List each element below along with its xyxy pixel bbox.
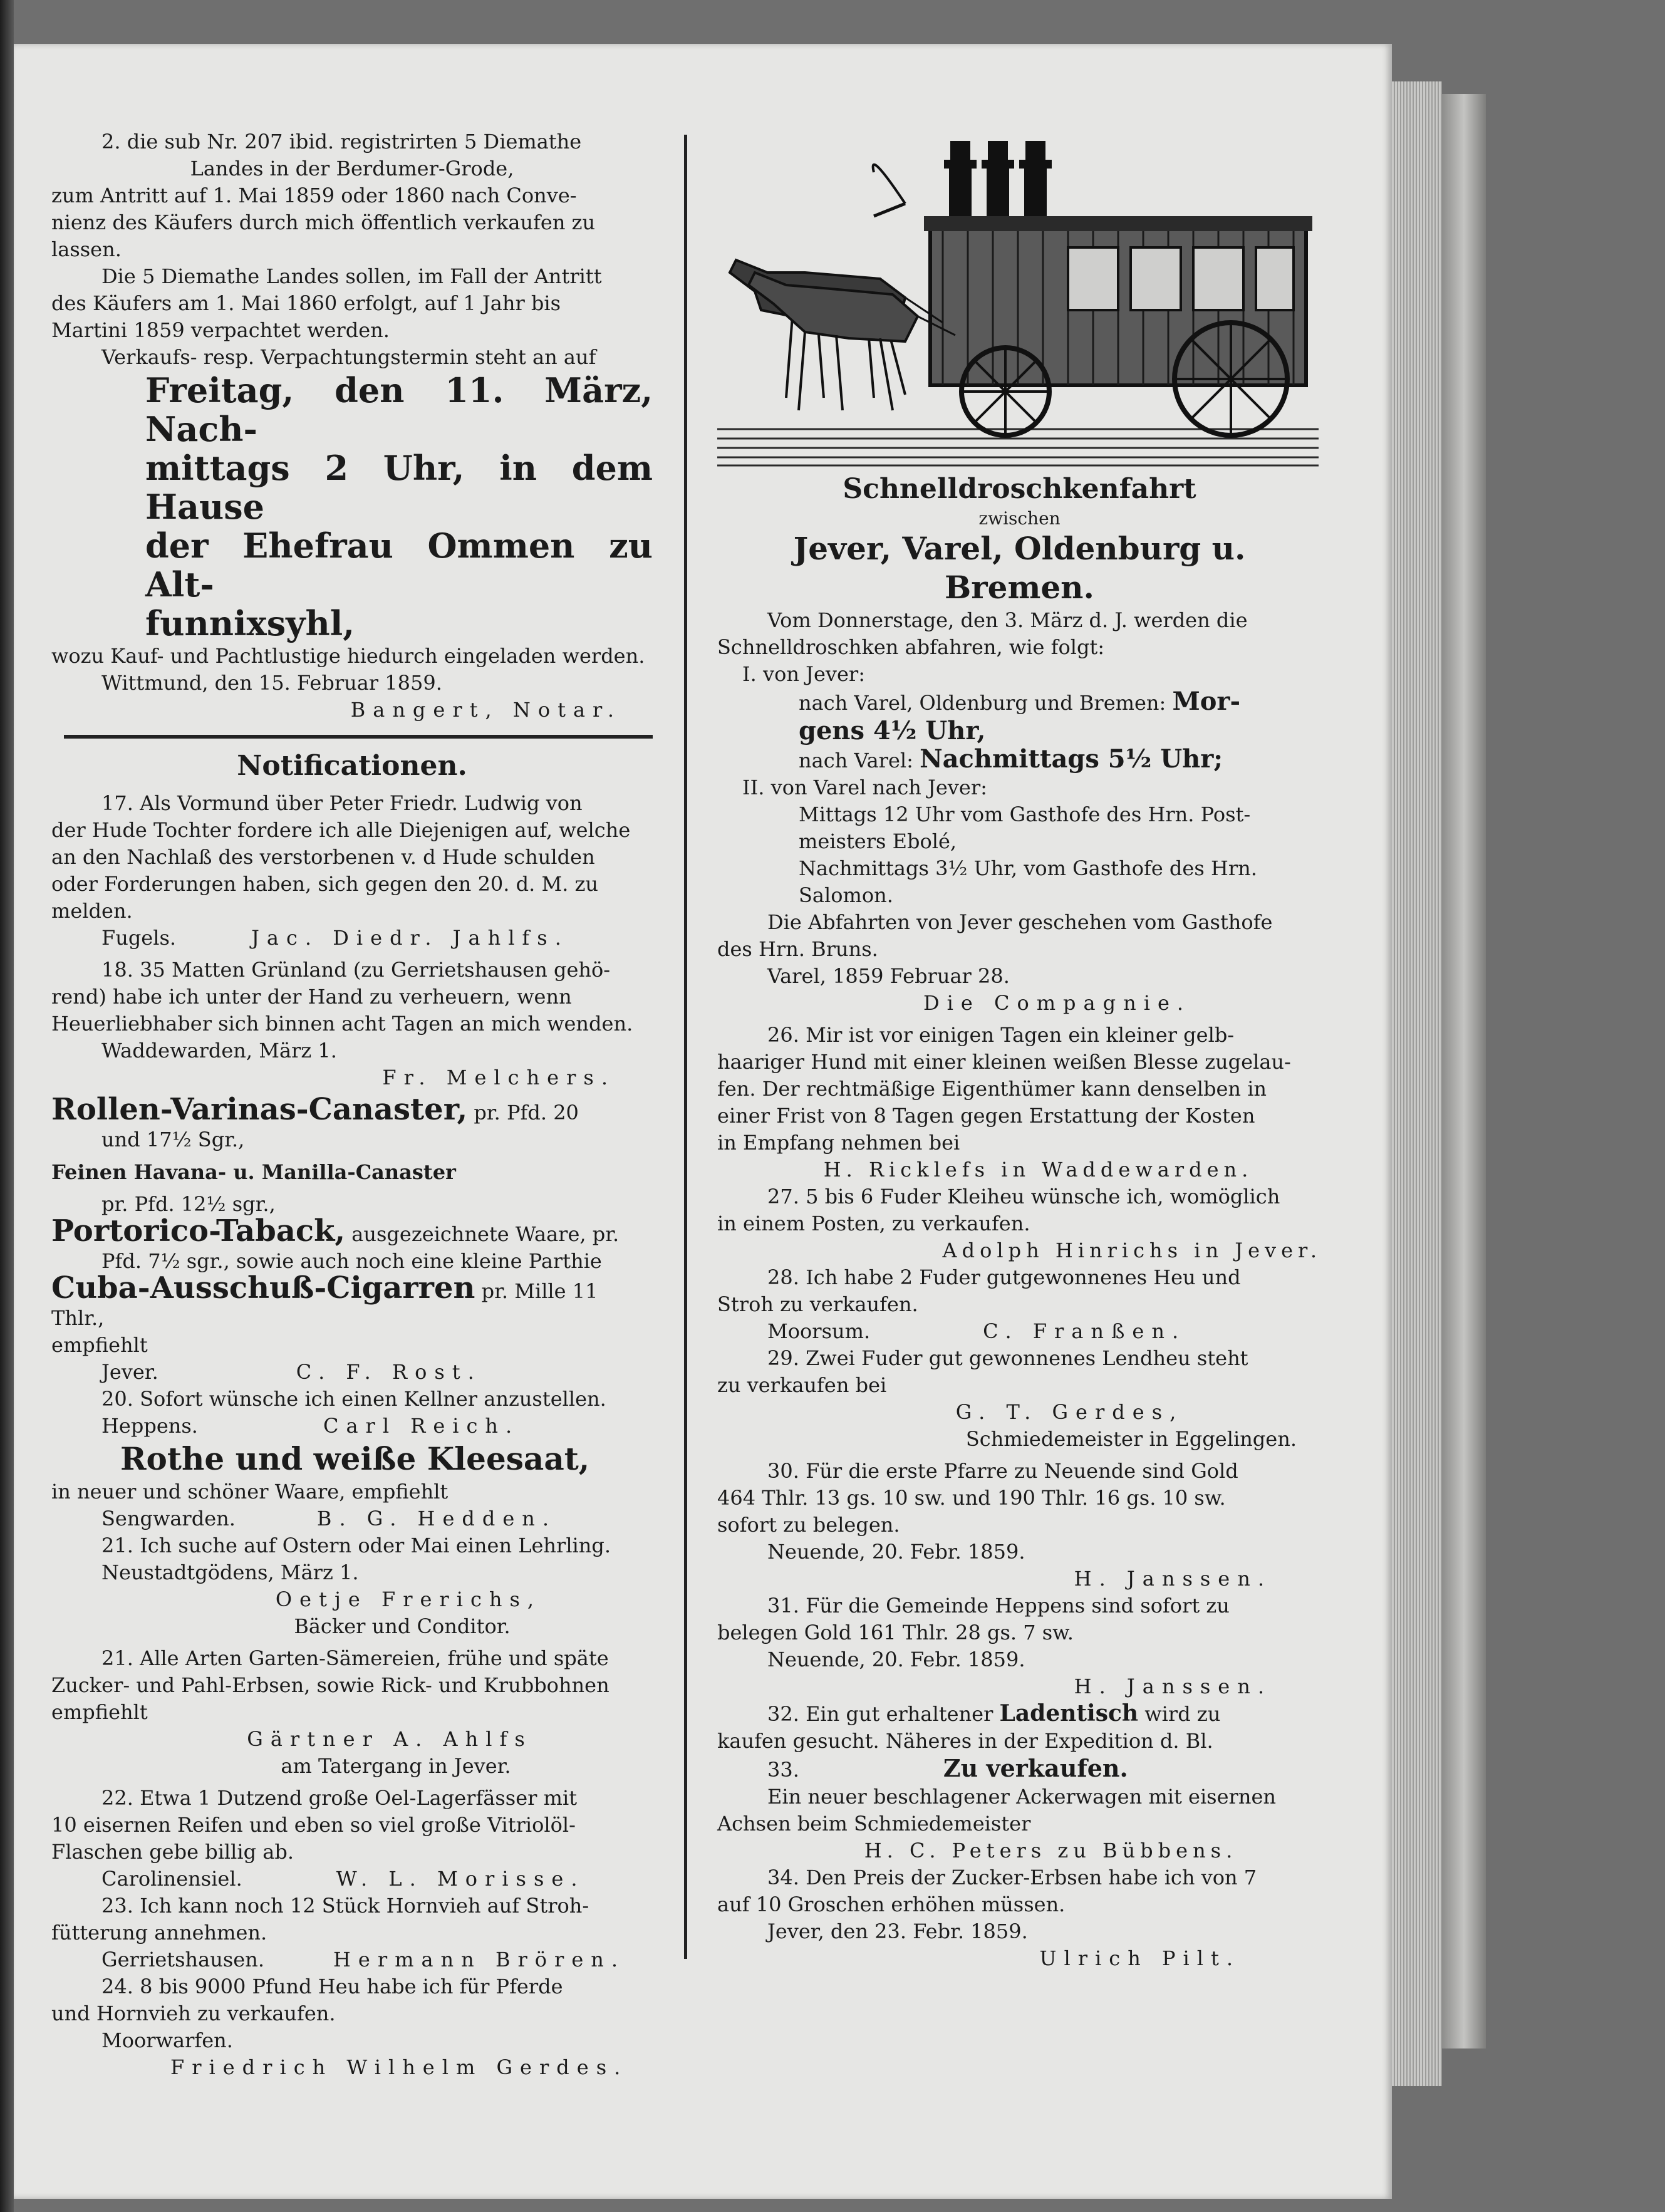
text-line: Neuende, 20. Febr. 1859. (767, 1648, 1025, 1671)
text-line: Schnelldroschken abfahren, wie folgt: (717, 635, 1105, 659)
signature: Die Compagnie. (923, 991, 1191, 1015)
signature-title: am Tatergang in Jever. (281, 1754, 511, 1778)
text-line: 21. Alle Arten Garten-Sämereien, frühe und späte (101, 1646, 609, 1670)
ad-headline: Rothe und weiße Kleesaat, (120, 1440, 590, 1477)
text-line: 10 eisernen Reifen und eben so viel große Vitriolöl- (51, 1813, 576, 1837)
text-line: Zucker- und Pahl-Erbsen, sowie Rick- und Krubbohnen (51, 1673, 609, 1697)
text-line: Die Abfahrten von Jever geschehen vom Gasthofe (767, 910, 1273, 934)
signature: Bangert, Notar. (350, 698, 621, 722)
text-line: lassen. (51, 237, 122, 261)
text-line: 28. Ich habe 2 Fuder gutgewonnenes Heu und (767, 1265, 1241, 1289)
text-line: 29. Zwei Fuder gut gewonnenes Lendheu steht (767, 1346, 1248, 1370)
text-line: haariger Hund mit einer kleinen weißen Blesse zugelau- (717, 1050, 1291, 1074)
auction-date-line: mittags 2 Uhr, in dem Hause (145, 448, 653, 527)
text-line: 22. Etwa 1 Dutzend große Oel-Lagerfässer mit (101, 1786, 578, 1810)
text-line: 27. 5 bis 6 Fuder Kleiheu wünsche ich, womöglich (767, 1185, 1280, 1208)
signature: B. G. Hedden. (316, 1507, 557, 1530)
text-line: fen. Der rechtmäßige Eigenthümer kann denselben in (717, 1077, 1267, 1101)
ad-product: Cuba-Ausschuß-Cigarren (51, 1270, 475, 1306)
signature: Oetje Frerichs, (275, 1587, 542, 1611)
auction-date-line: Freitag, den 11. März, Nach- (145, 370, 653, 449)
text-line: 21. Ich suche auf Ostern oder Mai einen Lehrling. (101, 1534, 611, 1557)
place: Fugels. (101, 926, 177, 950)
text-line: 464 Thlr. 13 gs. 10 sw. und 190 Thlr. 16 gs. 10 sw. (717, 1486, 1226, 1510)
right-column (717, 128, 1322, 1972)
ad-line (51, 1092, 653, 1127)
text-line: nienz des Käufers durch mich öffentlich verkaufen zu (51, 210, 596, 234)
signature-line (51, 925, 653, 952)
text-line: pr. Pfd. 12½ sgr., (101, 1192, 276, 1216)
text-line: kaufen gesucht. Näheres in der Expedition d. Bl. (717, 1729, 1213, 1753)
text-line: Landes in der Berdumer-Grode, (190, 157, 514, 180)
ad-line (51, 1213, 653, 1249)
text-line: Moorwarfen. (101, 2028, 233, 2052)
stagecoach-illustration (717, 135, 1319, 467)
text-line: auf 10 Groschen erhöhen müssen. (717, 1893, 1066, 1916)
heading: Zu verkaufen. (943, 1754, 1128, 1782)
column-rule (684, 135, 687, 1959)
text-line: Neuende, 20. Febr. 1859. (767, 1540, 1025, 1564)
stagecoach-woodcut (717, 135, 1319, 467)
signature: H. Janssen. (1074, 1567, 1272, 1591)
text-line: 20. Sofort wünsche ich einen Kellner anzustellen. (101, 1387, 606, 1411)
text: nach Varel, Oldenburg und Bremen: (799, 691, 1173, 715)
text: 32. Ein gut erhaltener (767, 1702, 1000, 1726)
emphasis: Ladentisch (999, 1700, 1139, 1727)
text-line: empfiehlt (51, 1700, 148, 1724)
place: Heppens. (101, 1414, 198, 1438)
signature: Hermann Brören. (333, 1948, 626, 1971)
text-line: 23. Ich kann noch 12 Stück Hornvieh auf Stroh- (101, 1894, 589, 1918)
text-line: Die 5 Diemathe Landes sollen, im Fall der Antritt (101, 264, 602, 288)
time: Nachmittags 5½ Uhr; (920, 744, 1223, 774)
text: wird zu (1138, 1702, 1221, 1726)
signature-title: Bäcker und Conditor. (294, 1614, 511, 1638)
place: Moorsum. (767, 1319, 871, 1343)
text-line: fütterung annehmen. (51, 1921, 267, 1945)
signature-line (51, 1505, 653, 1532)
ad-product: Rollen-Varinas-Canaster, (51, 1092, 468, 1127)
text-line: 24. 8 bis 9000 Pfund Heu habe ich für Pferde (101, 1975, 563, 1998)
text-line: der Hude Tochter fordere ich alle Diejenigen auf, welche (51, 818, 631, 842)
book-shadow-left (0, 0, 14, 2212)
text-line: melden. (51, 899, 133, 923)
place: Carolinensiel. (101, 1867, 242, 1891)
time: Mor- (1172, 687, 1241, 716)
text-line: Heuerliebhaber sich binnen acht Tagen an mich wenden. (51, 1012, 633, 1036)
text-line: rend) habe ich unter der Hand zu verheuern, wenn (51, 985, 572, 1009)
text-line: Jever, den 23. Febr. 1859. (767, 1919, 1028, 1943)
text-line: an den Nachlaß des verstorbenen v. d Hude schulden (51, 845, 595, 869)
text-line: des Käufers am 1. Mai 1860 erfolgt, auf 1 Jahr bis (51, 291, 561, 315)
timetable-line (717, 688, 1322, 717)
signature: Adolph Hinrichs in Jever. (942, 1238, 1322, 1262)
signature-title: Schmiedemeister in Eggelingen. (965, 1427, 1297, 1451)
text-line: 18. 35 Matten Grünland (zu Gerrietshausen gehö- (101, 958, 611, 982)
text-line: belegen Gold 161 Thlr. 28 gs. 7 sw. (717, 1621, 1074, 1644)
text-line: Waddewarden, März 1. (101, 1039, 337, 1062)
text-line: zum Antritt auf 1. Mai 1859 oder 1860 nach Conve- (51, 184, 577, 207)
text-line: Stroh zu verkaufen. (717, 1292, 918, 1316)
signature: H. Ricklefs in Waddewarden. (823, 1158, 1253, 1181)
place: Jever. (101, 1360, 158, 1384)
section-rule (64, 735, 653, 739)
text-line: zwischen (978, 508, 1061, 529)
text-line: in einem Posten, zu verkaufen. (717, 1212, 1030, 1235)
signature-line (717, 1318, 1322, 1345)
text-line: zu verkaufen bei (717, 1373, 887, 1397)
signature: G. T. Gerdes, (955, 1400, 1184, 1424)
signature: Friedrich Wilhelm Gerdes. (170, 2055, 628, 2079)
ad-price: ausgezeichnete Waare, pr. (345, 1222, 620, 1246)
ad-title: Schnelldroschkenfahrt (843, 473, 1196, 505)
signature: H. C. Peters zu Bübbens. (864, 1839, 1238, 1862)
text-line: einer Frist von 8 Tagen gegen Erstattung der Kosten (717, 1104, 1255, 1128)
text-line: sofort zu belegen. (717, 1513, 900, 1537)
text-line (717, 1700, 1322, 1728)
text-line: 26. Mir ist vor einigen Tagen ein kleiner gelb- (767, 1023, 1235, 1047)
text-line: Martini 1859 verpachtet werden. (51, 318, 390, 342)
left-column (51, 128, 653, 2081)
text-line: und Hornvieh zu verkaufen. (51, 2002, 336, 2025)
signature-line (51, 1413, 653, 1440)
text-line: wozu Kauf- und Pachtlustige hiedurch eingeladen werden. (51, 644, 645, 668)
text: nach Varel: (799, 749, 920, 772)
text-line: Ein neuer beschlagener Ackerwagen mit eisernen (767, 1785, 1276, 1809)
text-line: 2. die sub Nr. 207 ibid. registrirten 5 Diemathe (101, 130, 582, 153)
signature: C. F. Rost. (296, 1360, 482, 1384)
text-line: II. von Varel nach Jever: (742, 776, 987, 799)
signature: W. L. Morisse. (336, 1867, 585, 1891)
text-line: Verkaufs- resp. Verpachtungstermin steht an auf (101, 345, 596, 369)
text-line: Salomon. (799, 883, 893, 907)
auction-date-line: funnixsyhl, (145, 603, 355, 643)
ad-product: Portorico-Taback, (51, 1213, 346, 1249)
signature-line (51, 1946, 653, 1973)
text-line: Varel, 1859 Februar 28. (767, 964, 1010, 988)
signature-line (51, 1866, 653, 1893)
signature: Fr. Melchers. (382, 1066, 615, 1089)
text-line: I. von Jever: (742, 662, 865, 686)
signature: H. Janssen. (1074, 1675, 1272, 1698)
place: Sengwarden. (101, 1507, 236, 1530)
signature: C. Franßen. (983, 1319, 1186, 1343)
text-line: des Hrn. Bruns. (717, 937, 878, 961)
text-line: 17. Als Vormund über Peter Friedr. Ludwig von (101, 791, 583, 815)
number: 33. (767, 1758, 799, 1782)
text-line: Wittmund, den 15. Februar 1859. (101, 671, 442, 695)
page-stack-edge (1392, 81, 1442, 2086)
book-spine (1442, 94, 1486, 2048)
ad-line (51, 1270, 653, 1332)
signature: Jac. Diedr. Jahlfs. (251, 926, 569, 950)
ad-product: Feinen Havana- u. Manilla-Canaster (51, 1160, 456, 1184)
text-line: Achsen beim Schmiedemeister (717, 1812, 1031, 1836)
route-line: Jever, Varel, Oldenburg u. Bremen. (793, 530, 1246, 606)
text-line: 34. Den Preis der Zucker-Erbsen habe ich von 7 (767, 1866, 1257, 1889)
ad-price: pr. Mille 11 Thlr., (51, 1279, 598, 1330)
text-line: Neustadtgödens, März 1. (101, 1560, 359, 1584)
text-line: in Empfang nehmen bei (717, 1131, 960, 1155)
text-line: empfiehlt (51, 1333, 148, 1357)
text-line: Nachmittags 3½ Uhr, vom Gasthofe des Hrn. (799, 856, 1257, 880)
text-line: 30. Für die erste Pfarre zu Neuende sind Gold (767, 1459, 1238, 1483)
timetable-line (717, 745, 1322, 774)
ad-price: pr. Pfd. 20 (467, 1101, 579, 1124)
signature: Carl Reich. (323, 1414, 520, 1438)
signature: Gärtner A. Ahlfs (247, 1727, 532, 1751)
text-line: Pfd. 7½ sgr., sowie auch noch eine kleine Parthie (101, 1249, 602, 1273)
text-line: meisters Ebolé, (799, 829, 957, 853)
place: Gerrietshausen. (101, 1948, 264, 1971)
signature-line (51, 1359, 653, 1386)
text-line: Vom Donnerstage, den 3. März d. J. werden die (767, 608, 1248, 632)
heading-line (717, 1755, 1322, 1784)
text-line: in neuer und schöner Waare, empfiehlt (51, 1480, 449, 1503)
time: gens 4½ Uhr, (799, 716, 986, 745)
text-line: und 17½ Sgr., (101, 1128, 245, 1151)
text-line: oder Forderungen haben, sich gegen den 20. d. M. zu (51, 872, 599, 896)
text-line: Flaschen gebe billig ab. (51, 1840, 294, 1864)
section-heading: Notificationen. (237, 750, 467, 782)
auction-date-line: der Ehefrau Ommen zu Alt- (145, 526, 653, 605)
text-line: Mittags 12 Uhr vom Gasthofe des Hrn. Post- (799, 802, 1251, 826)
signature: Ulrich Pilt. (1039, 1946, 1240, 1970)
text-line: 31. Für die Gemeinde Heppens sind sofort zu (767, 1594, 1230, 1617)
